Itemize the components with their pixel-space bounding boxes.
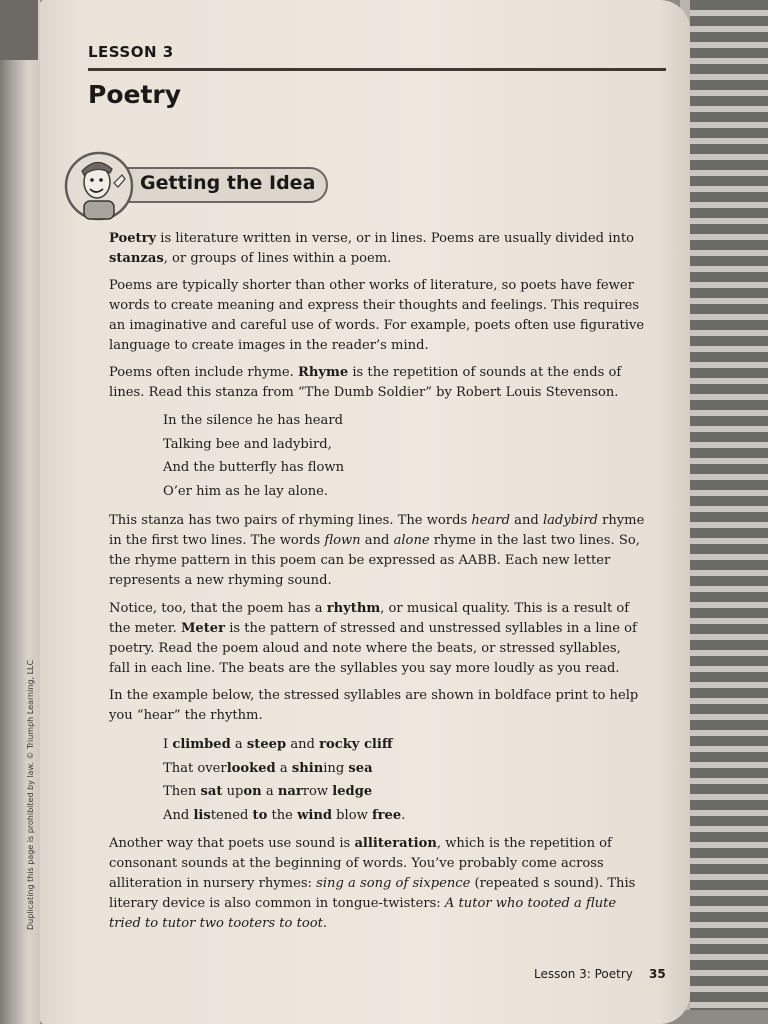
running-footer-title: Lesson 3: Poetry: [534, 967, 633, 981]
header-rule: [88, 68, 666, 71]
poem-excerpt-dumb-soldier: [163, 409, 344, 504]
poem-example-rhythm: [163, 733, 405, 828]
poem-line: And the butterfly has flown: [163, 460, 345, 476]
poem-line: O’er him as he lay alone.: [163, 484, 329, 500]
paragraph-poetry-definition: Poetry is literature written in verse, or in lines. Poems are usually divided into stanzas, or groups of lines within a poem.: [109, 231, 634, 266]
poem-line: I climbed a steep and rocky cliff: [163, 737, 393, 752]
paragraph-stressed-syllables: In the example below, the stressed syllables are shown in boldface print to help you “hear” the rhythm.: [109, 688, 639, 723]
paragraph-alliteration: Another way that poets use sound is alliteration, which is the repetition of consonant sounds at the beginning of words. You’ve probably come across alliteration in nursery rhymes: sing a song of sixpence (repeated s sound). This literary device is also common in tongue-twisters: A tutor who tooted a flute tried to tutor two tooters to toot.: [109, 836, 636, 931]
copyright-notice: Duplicating this page is prohibited by law. © Triumph Learning, LLC: [26, 659, 35, 930]
page-stack-stripes: [690, 0, 768, 1010]
poem-line: That overlooked a shining sea: [163, 760, 373, 776]
poem-line: And listened to the wind blow free.: [163, 808, 406, 824]
poem-line: Then sat upon a narrow ledge: [163, 784, 373, 800]
poem-line: Talking bee and ladybird,: [163, 436, 332, 452]
page-number: 35: [649, 967, 666, 981]
paragraph-word-use: Poems are typically shorter than other works of literature, so poets have fewer words to create meaning and express their thoughts and feelings. This requires an imaginative and careful use of words. For example, poets often use figurative language to create images in the reader’s mind.: [109, 278, 645, 353]
paragraph-rhyme: Poems often include rhyme. Rhyme is the repetition of sounds at the ends of lines. Read this stanza from “The Dumb Soldier” by Robert Louis Stevenson.: [109, 365, 622, 400]
lesson-label: LESSON 3: [88, 43, 174, 61]
page-title: Poetry: [88, 80, 182, 109]
paragraph-rhyme-pattern: This stanza has two pairs of rhyming lines. The words heard and ladybird rhyme in the first two lines. The words flown and alone rhyme in the last two lines. So, the rhyme pattern in this poem can be expressed as AABB. Each new letter represents a new rhyming sound.: [109, 513, 645, 588]
previous-page-edge: [0, 0, 38, 60]
paragraph-meter: Notice, too, that the poem has a rhythm, or musical quality. This is a result of the meter. Meter is the pattern of stressed and unstressed syllables in a line of poetry. Read the poem aloud and note where the beats, or stressed syllables, fall in each line. The beats are the syllables you say more loudly as you read.: [109, 601, 637, 676]
section-banner-title: Getting the Idea: [140, 172, 316, 194]
mascot-icon: [64, 149, 134, 221]
poem-line: In the silence he has heard: [163, 413, 343, 428]
